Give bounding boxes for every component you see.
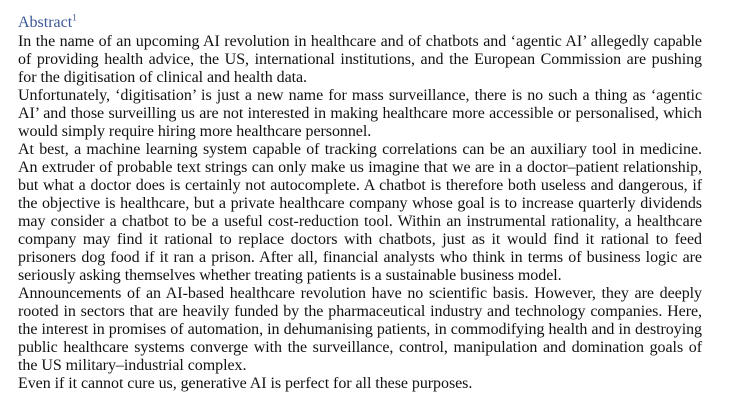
abstract-paragraph-4: Announcements of an AI-based healthcare revolution have no scientific basis. However, they are deeply rooted in sectors that are heavily funded by the pharmaceutical industry and technology companies. Here, the interest in promises of automation, in dehumanising patients, in commodifying health and in destroying public healthcare systems converge with the surveillance, control, manipulation and domination goals of the US military–industrial complex. bbox=[18, 285, 702, 374]
abstract-paragraph-2: Unfortunately, ‘digitisation’ is just a new name for mass surveillance, there is no such a thing as ‘agentic AI’ and those surveilling us are not interested in making healthcare more accessible or personalised, which would simply require hiring more healthcare personnel. bbox=[18, 87, 702, 140]
abstract-heading bbox=[18, 14, 702, 32]
abstract-paragraph-3: At best, a machine learning system capable of tracking correlations can be an auxiliary tool in medicine. An extruder of probable text strings can only make us imagine that we are in a doctor–patient relationship, but what a doctor does is certainly not autocomplete. A chatbot is therefore both useless and dangerous, if the objective is healthcare, but a private healthcare company whose goal is to increase quarterly dividends may consider a chatbot to be a useful cost-reduction tool. Within an instrumental rationality, a healthcare company may find it rational to replace doctors with chatbots, just as it would find it rational to feed prisoners dog food if it ran a prison. After all, financial analysts who think in terms of business logic are seriously asking themselves whether treating patients is a sustainable business model. bbox=[18, 141, 702, 284]
abstract-heading-text: Abstract bbox=[18, 14, 73, 31]
abstract-paragraph-5: Even if it cannot cure us, generative AI is perfect for all these purposes. bbox=[18, 375, 473, 392]
footnote-mark[interactable]: 1 bbox=[72, 12, 77, 23]
abstract-paragraph-1: In the name of an upcoming AI revolution in healthcare and of chatbots and ‘agentic AI’ allegedly capable of providing health advice, the US, international institutions, and the European Commission are pushing for the digitisation of clinical and health data. bbox=[18, 33, 702, 86]
